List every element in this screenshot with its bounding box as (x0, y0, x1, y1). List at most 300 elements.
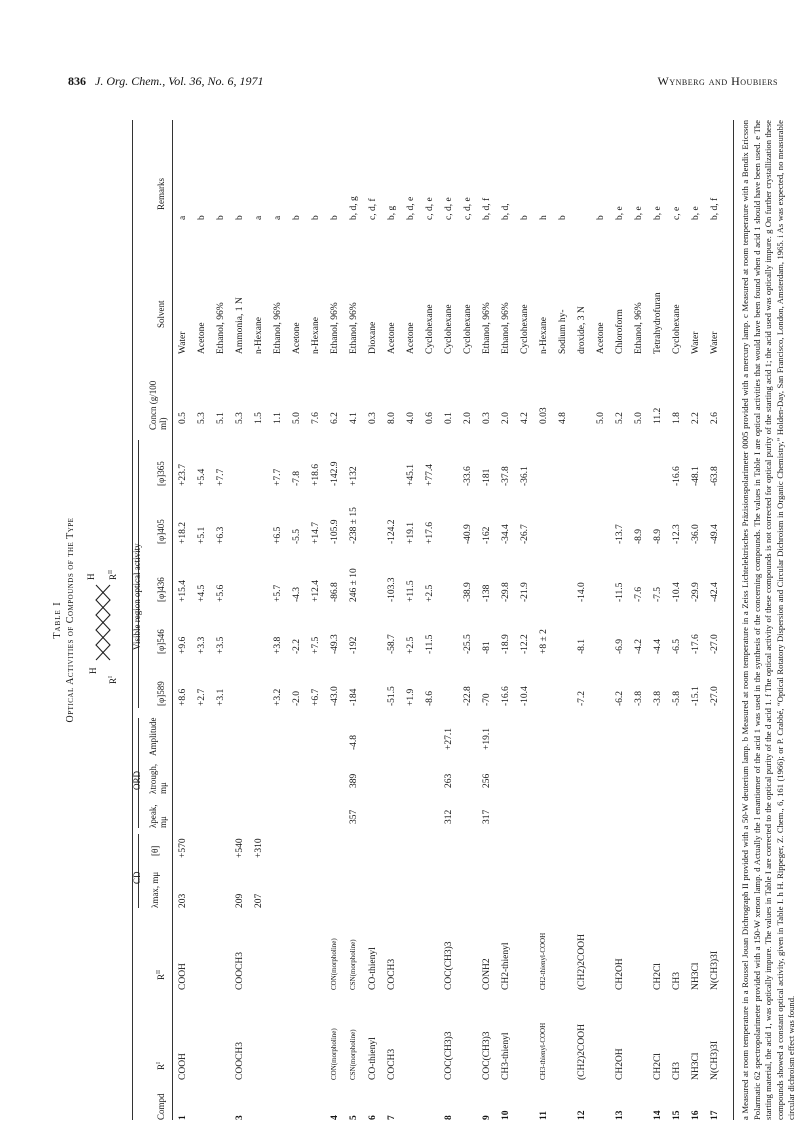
r1-cell: (CH2)2COOH (577, 1024, 587, 1080)
phi546-cell: -8.1 (577, 638, 587, 654)
solvent-cell: Tetrahydrofuran (653, 292, 663, 354)
r2-cell: CH2Cl (653, 963, 663, 990)
amplitude-cell: +19.1 (482, 728, 492, 750)
phi546-cell: -4.2 (634, 638, 644, 654)
compd-number: 8 (444, 1115, 454, 1120)
phi365-cell: +7.7 (216, 468, 226, 486)
r2-cell: NH3Cl (691, 962, 701, 990)
phi589-cell: -184 (349, 688, 359, 706)
table-row (425, 120, 437, 1120)
phi546-cell: -58.7 (387, 634, 397, 654)
amplitude-cell: -4.8 (349, 734, 359, 750)
compd-number: 11 (539, 1111, 549, 1120)
phi405-cell: -12.3 (672, 524, 682, 544)
phi436-cell: +5.7 (273, 584, 283, 602)
table-row (634, 120, 646, 1120)
remarks-cell: b (197, 215, 207, 220)
table-row (292, 120, 304, 1120)
phi546-cell: +7.5 (311, 636, 321, 654)
cd-lambda-cell: 203 (178, 893, 188, 908)
table-row (463, 120, 475, 1120)
r1-cell: CSN(morpholine) (349, 1029, 357, 1080)
phi589-cell: -27.0 (710, 686, 720, 706)
cd-lambda-cell: 207 (254, 893, 264, 908)
table-row (577, 120, 589, 1120)
concn-cell: 2.0 (463, 412, 473, 424)
col-phi589: [φ]589 (156, 681, 166, 706)
phi365-cell: +5.4 (197, 468, 207, 486)
compd-number: 12 (577, 1110, 587, 1120)
phi405-cell: -124.2 (387, 519, 397, 544)
r1-cell: CH2Cl (653, 1053, 663, 1080)
table-row (273, 120, 285, 1120)
concn-cell: 0.3 (482, 412, 492, 424)
cd-theta-cell: +570 (178, 838, 188, 858)
spiro-skeleton-drawing (78, 520, 128, 720)
phi365-cell: +23.7 (178, 464, 188, 486)
page-header-left (68, 74, 264, 89)
col-cd-theta: [θ] (150, 845, 160, 856)
phi365-cell: -36.1 (520, 466, 530, 486)
concn-cell: 1.5 (254, 412, 264, 424)
solvent-cell: Water (178, 331, 188, 354)
solvent-cell: Ethanol, 96% (501, 302, 511, 354)
phi365-cell: +132 (349, 466, 359, 486)
ord-trough-cell: 389 (349, 773, 359, 788)
structure-label-h-left: H (88, 667, 98, 674)
table-row (615, 120, 627, 1120)
solvent-cell: Ethanol, 96% (330, 302, 340, 354)
table-row (330, 120, 342, 1120)
phi589-cell: -8.6 (425, 690, 435, 706)
phi546-cell: -192 (349, 636, 359, 654)
phi436-cell: -42.4 (710, 582, 720, 602)
r1-cell: COOH (178, 1053, 188, 1080)
phi405-cell: -238 ± 15 (349, 507, 359, 544)
table-row (349, 120, 361, 1120)
solvent-cell: n-Hexane (311, 317, 321, 354)
solvent-cell: Acetone (406, 322, 416, 354)
phi436-cell: +4.5 (197, 584, 207, 602)
compd-number: 6 (368, 1115, 378, 1120)
solvent-cell: Ethanol, 96% (482, 302, 492, 354)
phi589-cell: -10.4 (520, 686, 530, 706)
remarks-cell: b, g (387, 205, 397, 220)
phi436-cell: +2.5 (425, 584, 435, 602)
cd-theta-cell: +540 (235, 838, 245, 858)
compd-number: 10 (501, 1110, 511, 1120)
col-r2: $R^{II}$ (156, 969, 166, 980)
phi405-cell: +5.1 (197, 526, 207, 544)
col-r1: $R^I$ (156, 1061, 166, 1070)
table-row (710, 120, 722, 1120)
phi589-cell: +6.7 (311, 688, 321, 706)
phi589-cell: -43.0 (330, 686, 340, 706)
phi365-cell: +45.1 (406, 464, 416, 486)
phi436-cell: -138 (482, 584, 492, 602)
phi546-cell: -81 (482, 641, 492, 654)
concn-cell: 5.3 (235, 412, 245, 424)
table-row (558, 120, 570, 1120)
col-phi546: [φ]546 (156, 629, 166, 654)
ord-trough-cell: 256 (482, 773, 492, 788)
phi365-cell: -63.8 (710, 466, 720, 486)
r2-cell: COCH3 (387, 958, 397, 990)
remarks-cell: b (235, 215, 245, 220)
col-amplitude: Amplitude (148, 717, 158, 756)
col-concn: Concn (g/100 ml) (148, 380, 168, 430)
r2-cell: CO-thienyl (368, 947, 378, 990)
phi589-cell: +8.6 (178, 688, 188, 706)
r2-cell: CH3 (672, 972, 682, 990)
table-row (216, 120, 228, 1120)
compd-number: 5 (349, 1115, 359, 1120)
phi546-cell: -17.6 (691, 634, 701, 654)
remarks-cell: b, e (634, 206, 644, 220)
phi405-cell: +6.5 (273, 526, 283, 544)
solvent-cell: Ethanol, 96% (216, 302, 226, 354)
col-ord-peak: λpeak, mμ (148, 804, 168, 828)
concn-cell: 0.6 (425, 412, 435, 424)
remarks-cell: a (178, 215, 188, 220)
phi436-cell: +12.4 (311, 580, 321, 602)
phi589-cell: +2.7 (197, 688, 207, 706)
phi546-cell: -2.2 (292, 638, 302, 654)
r2-cell: (CH2)2COOH (577, 934, 587, 990)
structure-label-h-right: H (86, 573, 96, 580)
solvent-cell: Acetone (292, 322, 302, 354)
remarks-cell: a (273, 215, 283, 220)
remarks-cell: b (520, 215, 530, 220)
phi405-cell: +18.2 (178, 522, 188, 544)
phi546-cell: -25.5 (463, 634, 473, 654)
remarks-cell: b, e (691, 206, 701, 220)
visible-group-label: Visible region optical activity (132, 543, 142, 650)
phi405-cell: -13.7 (615, 524, 625, 544)
phi405-cell: +14.7 (311, 522, 321, 544)
phi589-cell: -51.5 (387, 686, 397, 706)
compd-number: 9 (482, 1115, 492, 1120)
concn-cell: 4.1 (349, 412, 359, 424)
table-row (596, 120, 608, 1120)
phi546-cell: +3.5 (216, 636, 226, 654)
table-row (520, 120, 532, 1120)
table-row (235, 120, 247, 1120)
concn-cell: 0.3 (368, 412, 378, 424)
solvent-cell: Ammonia, 1 N (235, 297, 245, 354)
remarks-cell: b (558, 215, 568, 220)
remarks-cell: b (596, 215, 606, 220)
concn-cell: 5.2 (615, 412, 625, 424)
phi436-cell: +15.4 (178, 580, 188, 602)
compd-number: 3 (235, 1115, 245, 1120)
phi589-cell: -5.8 (672, 690, 682, 706)
remarks-cell: b (292, 215, 302, 220)
col-phi436: [φ]436 (156, 577, 166, 602)
ord-peak-cell: 317 (482, 809, 492, 824)
solvent-cell: Cyclohexane (425, 304, 435, 354)
phi405-cell: -49.4 (710, 524, 720, 544)
table-row (197, 120, 209, 1120)
page-number: 836 (68, 74, 86, 88)
solvent-cell: Acetone (596, 322, 606, 354)
concn-cell: 1.8 (672, 412, 682, 424)
phi436-cell: -103.3 (387, 577, 397, 602)
table-title: Table I (52, 601, 63, 639)
phi365-cell: +77.4 (425, 464, 435, 486)
col-solvent: Solvent (156, 300, 166, 328)
r1-cell: CON(morpholine) (330, 1028, 338, 1080)
r1-cell: N(CH3)3I (710, 1040, 720, 1080)
solvent-cell: Cyclohexane (520, 304, 530, 354)
phi589-cell: +3.2 (273, 688, 283, 706)
remarks-cell: b (311, 215, 321, 220)
concn-cell: 0.1 (444, 412, 454, 424)
phi405-cell: -105.9 (330, 519, 340, 544)
journal-citation: J. Org. Chem., Vol. 36, No. 6, 1971 (95, 74, 264, 88)
cd-lambda-cell: 209 (235, 893, 245, 908)
concn-cell: 5.0 (292, 412, 302, 424)
phi365-cell: -37.8 (501, 466, 511, 486)
phi589-cell: -3.8 (634, 690, 644, 706)
phi436-cell: -21.9 (520, 582, 530, 602)
compd-number: 14 (653, 1110, 663, 1120)
compd-number: 17 (710, 1110, 720, 1120)
col-phi365: [φ]365 (156, 461, 166, 486)
phi546-cell: +3.3 (197, 636, 207, 654)
phi546-cell: -4.4 (653, 638, 663, 654)
r1-cell: CH3-thienyl (501, 1032, 511, 1080)
phi436-cell: -29.8 (501, 582, 511, 602)
phi405-cell: -36.0 (691, 524, 701, 544)
concn-cell: 11.2 (653, 407, 663, 424)
col-ord-trough: λtrough, mμ (148, 763, 168, 794)
concn-cell: 8.0 (387, 412, 397, 424)
table-header-rule (172, 120, 173, 1120)
phi546-cell: -27.0 (710, 634, 720, 654)
concn-cell: 2.2 (691, 412, 701, 424)
cd-theta-cell: +310 (254, 838, 264, 858)
table-row (672, 120, 684, 1120)
phi405-cell: +19.1 (406, 522, 416, 544)
remarks-cell: b, d, f (710, 197, 720, 220)
r1-cell: COC(CH3)3 (482, 1031, 492, 1080)
phi546-cell: -6.9 (615, 638, 625, 654)
solvent-cell: droxide, 3 N (577, 306, 587, 354)
phi365-cell: -48.1 (691, 466, 701, 486)
compd-number: 7 (387, 1115, 397, 1120)
remarks-cell: b, d, (501, 203, 511, 220)
phi546-cell: +2.5 (406, 636, 416, 654)
concn-cell: 0.5 (178, 412, 188, 424)
phi546-cell: -12.2 (520, 634, 530, 654)
remarks-cell: b, d, f (482, 197, 492, 220)
table-row (387, 120, 399, 1120)
phi405-cell: -8.9 (653, 528, 663, 544)
solvent-cell: Ethanol, 96% (349, 302, 359, 354)
phi365-cell: -33.6 (463, 466, 473, 486)
solvent-cell: Acetone (387, 322, 397, 354)
table-row (482, 120, 494, 1120)
remarks-cell: c, d, e (444, 197, 454, 220)
remarks-cell: c, d, e (425, 197, 435, 220)
phi365-cell: +18.6 (311, 464, 321, 486)
running-head-authors: Wynberg and Houbiers (657, 74, 778, 88)
solvent-cell: Dioxane (368, 321, 378, 354)
r1-cell: CH3-thienyl-COOH (539, 1022, 547, 1080)
table-row (406, 120, 418, 1120)
phi365-cell: -181 (482, 468, 492, 486)
phi589-cell: -70 (482, 693, 492, 706)
compd-number: 16 (691, 1110, 701, 1120)
r1-cell: CH3 (672, 1062, 682, 1080)
ord-peak-cell: 312 (444, 809, 454, 824)
phi546-cell: -18.9 (501, 634, 511, 654)
phi589-cell: -6.2 (615, 690, 625, 706)
phi546-cell: +3.8 (273, 636, 283, 654)
solvent-cell: Cyclohexane (463, 304, 473, 354)
ord-trough-cell: 263 (444, 773, 454, 788)
table-bottom-rule (733, 120, 734, 1120)
r2-cell: COOH (178, 963, 188, 990)
remarks-cell: a (254, 215, 264, 220)
compd-number: 1 (178, 1115, 188, 1120)
column-headers (134, 120, 174, 1120)
solvent-cell: Sodium hy- (558, 309, 568, 354)
structure-label-r2: $R^{II}$ (108, 569, 118, 580)
ord-group-label: ORD (132, 770, 142, 790)
remarks-cell: c, d, f (368, 198, 378, 220)
phi405-cell: +17.6 (425, 522, 435, 544)
solvent-cell: Acetone (197, 322, 207, 354)
solvent-cell: Chloroform (615, 309, 625, 354)
phi365-cell: -142.9 (330, 461, 340, 486)
r2-cell: CH2OH (615, 958, 625, 990)
solvent-cell: Cyclohexane (672, 304, 682, 354)
concn-cell: 4.0 (406, 412, 416, 424)
concn-cell: 0.03 (539, 407, 549, 424)
phi436-cell: -11.5 (615, 582, 625, 602)
concn-cell: 7.6 (311, 412, 321, 424)
r2-cell: COC(CH3)3 (444, 941, 454, 990)
rotated-table-page (48, 120, 796, 1120)
phi589-cell: -16.6 (501, 686, 511, 706)
phi589-cell: -2.0 (292, 690, 302, 706)
solvent-cell: Cyclohexane (444, 304, 454, 354)
remarks-cell: c, e (672, 206, 682, 220)
phi546-cell: -6.5 (672, 638, 682, 654)
phi589-cell: +3.1 (216, 688, 226, 706)
phi405-cell: +6.3 (216, 526, 226, 544)
phi436-cell: -29.9 (691, 582, 701, 602)
phi365-cell: -7.8 (292, 470, 302, 486)
phi405-cell: -5.5 (292, 528, 302, 544)
solvent-cell: Ethanol, 96% (273, 302, 283, 354)
phi436-cell: -7.6 (634, 586, 644, 602)
r2-cell: CH2-thienyl (501, 942, 511, 990)
r2-cell: CONH2 (482, 958, 492, 990)
table-row (653, 120, 665, 1120)
concn-cell: 2.6 (710, 412, 720, 424)
remarks-cell: b, d, e (406, 196, 416, 220)
remarks-cell: b (216, 215, 226, 220)
col-phi405: [φ]405 (156, 519, 166, 544)
phi436-cell: -4.3 (292, 586, 302, 602)
phi405-cell: -34.4 (501, 524, 511, 544)
phi546-cell: -49.3 (330, 634, 340, 654)
table-row (368, 120, 380, 1120)
table-row (691, 120, 703, 1120)
table-row (254, 120, 266, 1120)
phi365-cell: -16.6 (672, 466, 682, 486)
phi436-cell: -38.9 (463, 582, 473, 602)
remarks-cell: c, d, e (463, 197, 473, 220)
phi589-cell: -15.1 (691, 686, 701, 706)
cd-group-label: CD (132, 871, 142, 884)
phi546-cell: +9.6 (178, 636, 188, 654)
table-footnotes: a Measured at room temperature in a Roussel Jouan Dichrograph II provided with a 50-W deuterium lamp. b Measured at room temperature in a Zeiss Lichtelektrisches Präzisionspolarimeter 0005 provided with a mercury lamp. c Measured at room temperature with a Bendix Ericsson Polarmatic 62 spectropolarimeter provided with a 150-W xenon lamp. d Actually the l enantiomer of the acid 1 was used in the synthesis of the concerning compounds. The values in Table I are optical activities that would have been found when d acid 1 should have been used. e The starting material, the acid 1, was optically impure. The values in Table I are corrected to the optical purity of the d acid 1. f The optical activity of these compounds is not corrected for optical purity of the starting acid 1; the acid used was optically impure. g On further crystallization these compounds showed a constant optical activity, given in Table I. h H. Rippeger, Z. Chem., 6, 161 (1966); or P. Crabbé, “Optical Rotatory Dispersion and Circular Dichroism in Organic Chemistry,” Holden-Day, San Francisco, London, Amsterdam, 1965. i As was expected, no measurable circular dichroism effect was found. (740, 120, 796, 1120)
r2-cell: CSN(morpholine) (349, 939, 357, 990)
remarks-cell: b, e (615, 206, 625, 220)
concn-cell: 4.2 (520, 412, 530, 424)
phi546-cell: -11.5 (425, 634, 435, 654)
phi436-cell: +11.5 (406, 580, 416, 602)
table-row (311, 120, 323, 1120)
remarks-cell: h (539, 215, 549, 220)
phi436-cell: -7.5 (653, 586, 663, 602)
structure-diagram (78, 520, 128, 720)
phi589-cell: -22.8 (463, 686, 473, 706)
concn-cell: 2.0 (501, 412, 511, 424)
r1-cell: COCH3 (387, 1048, 397, 1080)
phi405-cell: -8.9 (634, 528, 644, 544)
r1-cell: COOCH3 (235, 1041, 245, 1080)
concn-cell: 4.8 (558, 412, 568, 424)
solvent-cell: n-Hexane (539, 317, 549, 354)
solvent-cell: Water (710, 331, 720, 354)
concn-cell: 6.2 (330, 412, 340, 424)
concn-cell: 5.0 (596, 412, 606, 424)
r2-cell: CON(morpholine) (330, 938, 338, 990)
phi436-cell: -10.4 (672, 582, 682, 602)
col-compd: Compd (156, 1093, 166, 1120)
r2-cell: CH2-thienyl-COOH (539, 932, 547, 990)
phi589-cell: -3.8 (653, 690, 663, 706)
col-cd-lambda: λmax, mμ (150, 871, 160, 908)
r1-cell: CO-thienyl (368, 1037, 378, 1080)
phi405-cell: -162 (482, 526, 492, 544)
r1-cell: COC(CH3)3 (444, 1031, 454, 1080)
table-title-block (52, 120, 76, 1120)
phi436-cell: +5.6 (216, 584, 226, 602)
phi436-cell: -86.8 (330, 582, 340, 602)
concn-cell: 5.3 (197, 412, 207, 424)
amplitude-cell: +27.1 (444, 728, 454, 750)
remarks-cell: b (330, 215, 340, 220)
compd-number: 13 (615, 1110, 625, 1120)
remarks-cell: b, e (653, 206, 663, 220)
remarks-cell: b, d, g (349, 196, 359, 220)
phi589-cell: -7.2 (577, 690, 587, 706)
solvent-cell: Water (691, 331, 701, 354)
table-row (444, 120, 456, 1120)
solvent-cell: n-Hexane (254, 317, 264, 354)
structure-label-r1: $R^I$ (108, 675, 118, 684)
table-row (178, 120, 190, 1120)
table-row (501, 120, 513, 1120)
col-remarks: Remarks (156, 178, 166, 210)
r1-cell: CH2OH (615, 1048, 625, 1080)
